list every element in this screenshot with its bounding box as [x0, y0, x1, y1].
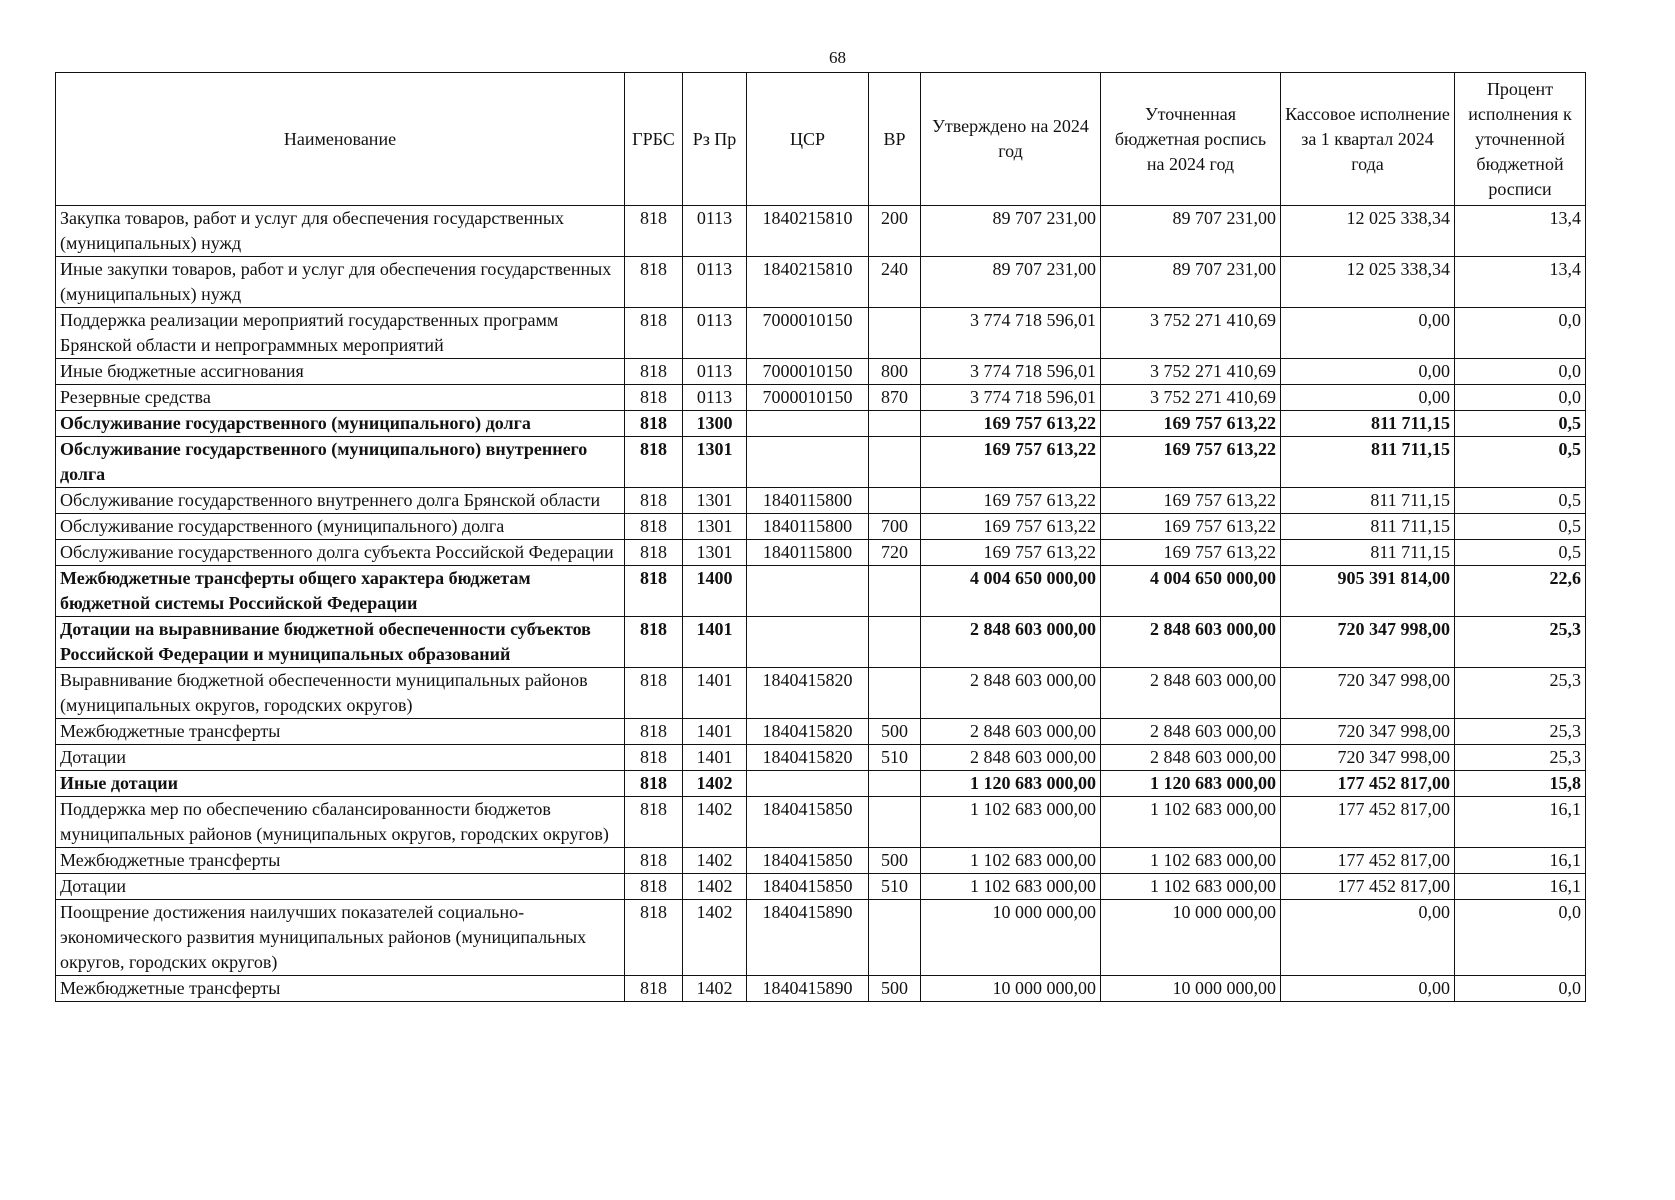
- cash-cell: 720 347 998,00: [1281, 668, 1455, 719]
- refined-cell: 2 848 603 000,00: [1101, 668, 1281, 719]
- csr-cell: 1840415820: [747, 719, 869, 745]
- grbs-cell: 818: [625, 359, 683, 385]
- approved-cell: 169 757 613,22: [921, 488, 1101, 514]
- name-cell: Дотации: [56, 874, 625, 900]
- percent-cell: 16,1: [1455, 874, 1586, 900]
- grbs-cell: 818: [625, 308, 683, 359]
- table-row: [56, 540, 1586, 566]
- csr-cell: 1840415890: [747, 976, 869, 1002]
- name-cell: Поощрение достижения наилучших показателей социально-экономического развития муниципальных районов (муниципальных округов, городских округов): [56, 900, 625, 976]
- header-csr: ЦСР: [747, 73, 869, 206]
- table-row: [56, 359, 1586, 385]
- name-cell: Иные закупки товаров, работ и услуг для обеспечения государственных (муниципальных) нужд: [56, 257, 625, 308]
- rzpr-cell: 0113: [683, 359, 747, 385]
- approved-cell: 3 774 718 596,01: [921, 385, 1101, 411]
- percent-cell: 25,3: [1455, 668, 1586, 719]
- approved-cell: 169 757 613,22: [921, 411, 1101, 437]
- table-row: [56, 437, 1586, 488]
- table-row: [56, 900, 1586, 976]
- cash-cell: 720 347 998,00: [1281, 719, 1455, 745]
- percent-cell: 0,5: [1455, 437, 1586, 488]
- header-grbs: ГРБС: [625, 73, 683, 206]
- percent-cell: 0,0: [1455, 900, 1586, 976]
- rzpr-cell: 0113: [683, 257, 747, 308]
- percent-cell: 0,0: [1455, 976, 1586, 1002]
- vr-cell: [869, 668, 921, 719]
- csr-cell: 1840215810: [747, 257, 869, 308]
- vr-cell: [869, 308, 921, 359]
- percent-cell: 13,4: [1455, 206, 1586, 257]
- vr-cell: 500: [869, 976, 921, 1002]
- rzpr-cell: 1401: [683, 668, 747, 719]
- cash-cell: 177 452 817,00: [1281, 797, 1455, 848]
- vr-cell: [869, 771, 921, 797]
- budget-table: [55, 72, 1586, 1002]
- rzpr-cell: 0113: [683, 308, 747, 359]
- refined-cell: 2 848 603 000,00: [1101, 745, 1281, 771]
- refined-cell: 1 102 683 000,00: [1101, 874, 1281, 900]
- refined-cell: 169 757 613,22: [1101, 488, 1281, 514]
- refined-cell: 89 707 231,00: [1101, 206, 1281, 257]
- approved-cell: 2 848 603 000,00: [921, 617, 1101, 668]
- vr-cell: [869, 617, 921, 668]
- table-row: [56, 488, 1586, 514]
- vr-cell: [869, 797, 921, 848]
- approved-cell: 1 102 683 000,00: [921, 797, 1101, 848]
- csr-cell: [747, 411, 869, 437]
- name-cell: Обслуживание государственного (муниципального) долга: [56, 411, 625, 437]
- header-approved: Утверждено на 2024 год: [921, 73, 1101, 206]
- percent-cell: 0,0: [1455, 385, 1586, 411]
- table-row: [56, 566, 1586, 617]
- header-percent: Процент исполнения к уточненной бюджетной росписи: [1455, 73, 1586, 206]
- rzpr-cell: 1402: [683, 797, 747, 848]
- csr-cell: 7000010150: [747, 359, 869, 385]
- grbs-cell: 818: [625, 976, 683, 1002]
- header-rzpr: Рз Пр: [683, 73, 747, 206]
- table-row: [56, 874, 1586, 900]
- name-cell: Поддержка мер по обеспечению сбалансированности бюджетов муниципальных районов (муниципальных округов, городских округов): [56, 797, 625, 848]
- name-cell: Межбюджетные трансферты: [56, 719, 625, 745]
- header-refined: Уточненная бюджетная роспись на 2024 год: [1101, 73, 1281, 206]
- percent-cell: 25,3: [1455, 745, 1586, 771]
- refined-cell: 3 752 271 410,69: [1101, 308, 1281, 359]
- percent-cell: 0,0: [1455, 359, 1586, 385]
- approved-cell: 1 102 683 000,00: [921, 848, 1101, 874]
- grbs-cell: 818: [625, 771, 683, 797]
- vr-cell: [869, 900, 921, 976]
- cash-cell: 720 347 998,00: [1281, 617, 1455, 668]
- table-row: [56, 514, 1586, 540]
- cash-cell: 905 391 814,00: [1281, 566, 1455, 617]
- name-cell: Обслуживание государственного внутреннего долга Брянской области: [56, 488, 625, 514]
- name-cell: Дотации: [56, 745, 625, 771]
- percent-cell: 25,3: [1455, 719, 1586, 745]
- name-cell: Обслуживание государственного (муниципального) внутреннего долга: [56, 437, 625, 488]
- name-cell: Иные бюджетные ассигнования: [56, 359, 625, 385]
- refined-cell: 1 102 683 000,00: [1101, 848, 1281, 874]
- approved-cell: 169 757 613,22: [921, 437, 1101, 488]
- vr-cell: [869, 437, 921, 488]
- refined-cell: 169 757 613,22: [1101, 437, 1281, 488]
- cash-cell: 177 452 817,00: [1281, 848, 1455, 874]
- name-cell: Поддержка реализации мероприятий государственных программ Брянской области и непрограммных мероприятий: [56, 308, 625, 359]
- refined-cell: 2 848 603 000,00: [1101, 719, 1281, 745]
- table-row: [56, 257, 1586, 308]
- grbs-cell: 818: [625, 437, 683, 488]
- refined-cell: 3 752 271 410,69: [1101, 359, 1281, 385]
- name-cell: Межбюджетные трансферты: [56, 976, 625, 1002]
- rzpr-cell: 1301: [683, 488, 747, 514]
- grbs-cell: 818: [625, 540, 683, 566]
- vr-cell: [869, 566, 921, 617]
- rzpr-cell: 1301: [683, 540, 747, 566]
- approved-cell: 89 707 231,00: [921, 257, 1101, 308]
- cash-cell: 177 452 817,00: [1281, 771, 1455, 797]
- csr-cell: 1840215810: [747, 206, 869, 257]
- rzpr-cell: 1400: [683, 566, 747, 617]
- refined-cell: 89 707 231,00: [1101, 257, 1281, 308]
- refined-cell: 4 004 650 000,00: [1101, 566, 1281, 617]
- grbs-cell: 818: [625, 668, 683, 719]
- rzpr-cell: 1402: [683, 771, 747, 797]
- rzpr-cell: 1301: [683, 514, 747, 540]
- table-row: [56, 411, 1586, 437]
- header-name: Наименование: [56, 73, 625, 206]
- approved-cell: 169 757 613,22: [921, 514, 1101, 540]
- csr-cell: 1840415850: [747, 874, 869, 900]
- cash-cell: 811 711,15: [1281, 411, 1455, 437]
- vr-cell: 720: [869, 540, 921, 566]
- approved-cell: 169 757 613,22: [921, 540, 1101, 566]
- cash-cell: 0,00: [1281, 976, 1455, 1002]
- refined-cell: 2 848 603 000,00: [1101, 617, 1281, 668]
- vr-cell: 240: [869, 257, 921, 308]
- csr-cell: 1840415820: [747, 745, 869, 771]
- name-cell: Межбюджетные трансферты: [56, 848, 625, 874]
- grbs-cell: 818: [625, 514, 683, 540]
- cash-cell: 12 025 338,34: [1281, 257, 1455, 308]
- vr-cell: [869, 411, 921, 437]
- csr-cell: 1840415850: [747, 848, 869, 874]
- table-row: [56, 308, 1586, 359]
- refined-cell: 1 102 683 000,00: [1101, 797, 1281, 848]
- table-row: [56, 797, 1586, 848]
- table-row: [56, 848, 1586, 874]
- table-row: [56, 745, 1586, 771]
- rzpr-cell: 1402: [683, 900, 747, 976]
- refined-cell: 169 757 613,22: [1101, 540, 1281, 566]
- table-row: [56, 617, 1586, 668]
- rzpr-cell: 1402: [683, 848, 747, 874]
- cash-cell: 177 452 817,00: [1281, 874, 1455, 900]
- name-cell: Межбюджетные трансферты общего характера бюджетам бюджетной системы Российской Федерации: [56, 566, 625, 617]
- refined-cell: 10 000 000,00: [1101, 976, 1281, 1002]
- grbs-cell: 818: [625, 566, 683, 617]
- name-cell: Резервные средства: [56, 385, 625, 411]
- cash-cell: 12 025 338,34: [1281, 206, 1455, 257]
- cash-cell: 0,00: [1281, 359, 1455, 385]
- table-row: [56, 771, 1586, 797]
- approved-cell: 3 774 718 596,01: [921, 359, 1101, 385]
- grbs-cell: 818: [625, 900, 683, 976]
- grbs-cell: 818: [625, 848, 683, 874]
- cash-cell: 0,00: [1281, 385, 1455, 411]
- approved-cell: 2 848 603 000,00: [921, 745, 1101, 771]
- percent-cell: 13,4: [1455, 257, 1586, 308]
- name-cell: Закупка товаров, работ и услуг для обеспечения государственных (муниципальных) нужд: [56, 206, 625, 257]
- vr-cell: 500: [869, 719, 921, 745]
- header-row: [56, 73, 1586, 206]
- percent-cell: 22,6: [1455, 566, 1586, 617]
- rzpr-cell: 1301: [683, 437, 747, 488]
- csr-cell: 1840415890: [747, 900, 869, 976]
- rzpr-cell: 1402: [683, 976, 747, 1002]
- percent-cell: 0,5: [1455, 411, 1586, 437]
- table-row: [56, 668, 1586, 719]
- vr-cell: 500: [869, 848, 921, 874]
- header-cash-execution: Кассовое исполнение за 1 квартал 2024 года: [1281, 73, 1455, 206]
- csr-cell: 1840415820: [747, 668, 869, 719]
- refined-cell: 3 752 271 410,69: [1101, 385, 1281, 411]
- table-row: [56, 976, 1586, 1002]
- csr-cell: 1840115800: [747, 488, 869, 514]
- cash-cell: 720 347 998,00: [1281, 745, 1455, 771]
- approved-cell: 10 000 000,00: [921, 900, 1101, 976]
- vr-cell: 700: [869, 514, 921, 540]
- csr-cell: [747, 771, 869, 797]
- refined-cell: 169 757 613,22: [1101, 514, 1281, 540]
- grbs-cell: 818: [625, 488, 683, 514]
- percent-cell: 0,5: [1455, 514, 1586, 540]
- name-cell: Выравнивание бюджетной обеспеченности муниципальных районов (муниципальных округов, городских округов): [56, 668, 625, 719]
- cash-cell: 811 711,15: [1281, 437, 1455, 488]
- table-row: [56, 385, 1586, 411]
- page-number: 68: [829, 48, 846, 67]
- csr-cell: [747, 566, 869, 617]
- grbs-cell: 818: [625, 206, 683, 257]
- cash-cell: 811 711,15: [1281, 488, 1455, 514]
- name-cell: Обслуживание государственного долга субъекта Российской Федерации: [56, 540, 625, 566]
- csr-cell: 7000010150: [747, 308, 869, 359]
- rzpr-cell: 1402: [683, 874, 747, 900]
- grbs-cell: 818: [625, 745, 683, 771]
- rzpr-cell: 0113: [683, 206, 747, 257]
- header-vr: ВР: [869, 73, 921, 206]
- csr-cell: 7000010150: [747, 385, 869, 411]
- rzpr-cell: 1401: [683, 617, 747, 668]
- csr-cell: 1840415850: [747, 797, 869, 848]
- name-cell: Дотации на выравнивание бюджетной обеспеченности субъектов Российской Федерации и муниципальных образований: [56, 617, 625, 668]
- percent-cell: 0,0: [1455, 308, 1586, 359]
- grbs-cell: 818: [625, 411, 683, 437]
- percent-cell: 0,5: [1455, 488, 1586, 514]
- grbs-cell: 818: [625, 617, 683, 668]
- refined-cell: 169 757 613,22: [1101, 411, 1281, 437]
- table-body: [56, 206, 1586, 1002]
- rzpr-cell: 0113: [683, 385, 747, 411]
- percent-cell: 16,1: [1455, 797, 1586, 848]
- approved-cell: 89 707 231,00: [921, 206, 1101, 257]
- table-row: [56, 719, 1586, 745]
- rzpr-cell: 1300: [683, 411, 747, 437]
- rzpr-cell: 1401: [683, 719, 747, 745]
- csr-cell: [747, 617, 869, 668]
- vr-cell: 200: [869, 206, 921, 257]
- grbs-cell: 818: [625, 385, 683, 411]
- vr-cell: 510: [869, 745, 921, 771]
- cash-cell: 811 711,15: [1281, 540, 1455, 566]
- refined-cell: 10 000 000,00: [1101, 900, 1281, 976]
- rzpr-cell: 1401: [683, 745, 747, 771]
- vr-cell: [869, 488, 921, 514]
- approved-cell: 1 102 683 000,00: [921, 874, 1101, 900]
- refined-cell: 1 120 683 000,00: [1101, 771, 1281, 797]
- approved-cell: 2 848 603 000,00: [921, 668, 1101, 719]
- vr-cell: 510: [869, 874, 921, 900]
- percent-cell: 25,3: [1455, 617, 1586, 668]
- grbs-cell: 818: [625, 257, 683, 308]
- approved-cell: 10 000 000,00: [921, 976, 1101, 1002]
- approved-cell: 4 004 650 000,00: [921, 566, 1101, 617]
- cash-cell: 0,00: [1281, 900, 1455, 976]
- name-cell: Обслуживание государственного (муниципального) долга: [56, 514, 625, 540]
- grbs-cell: 818: [625, 719, 683, 745]
- csr-cell: 1840115800: [747, 540, 869, 566]
- name-cell: Иные дотации: [56, 771, 625, 797]
- grbs-cell: 818: [625, 874, 683, 900]
- cash-cell: 811 711,15: [1281, 514, 1455, 540]
- csr-cell: 1840115800: [747, 514, 869, 540]
- vr-cell: 800: [869, 359, 921, 385]
- csr-cell: [747, 437, 869, 488]
- grbs-cell: 818: [625, 797, 683, 848]
- approved-cell: 1 120 683 000,00: [921, 771, 1101, 797]
- percent-cell: 15,8: [1455, 771, 1586, 797]
- percent-cell: 16,1: [1455, 848, 1586, 874]
- percent-cell: 0,5: [1455, 540, 1586, 566]
- approved-cell: 2 848 603 000,00: [921, 719, 1101, 745]
- table-row: [56, 206, 1586, 257]
- cash-cell: 0,00: [1281, 308, 1455, 359]
- vr-cell: 870: [869, 385, 921, 411]
- approved-cell: 3 774 718 596,01: [921, 308, 1101, 359]
